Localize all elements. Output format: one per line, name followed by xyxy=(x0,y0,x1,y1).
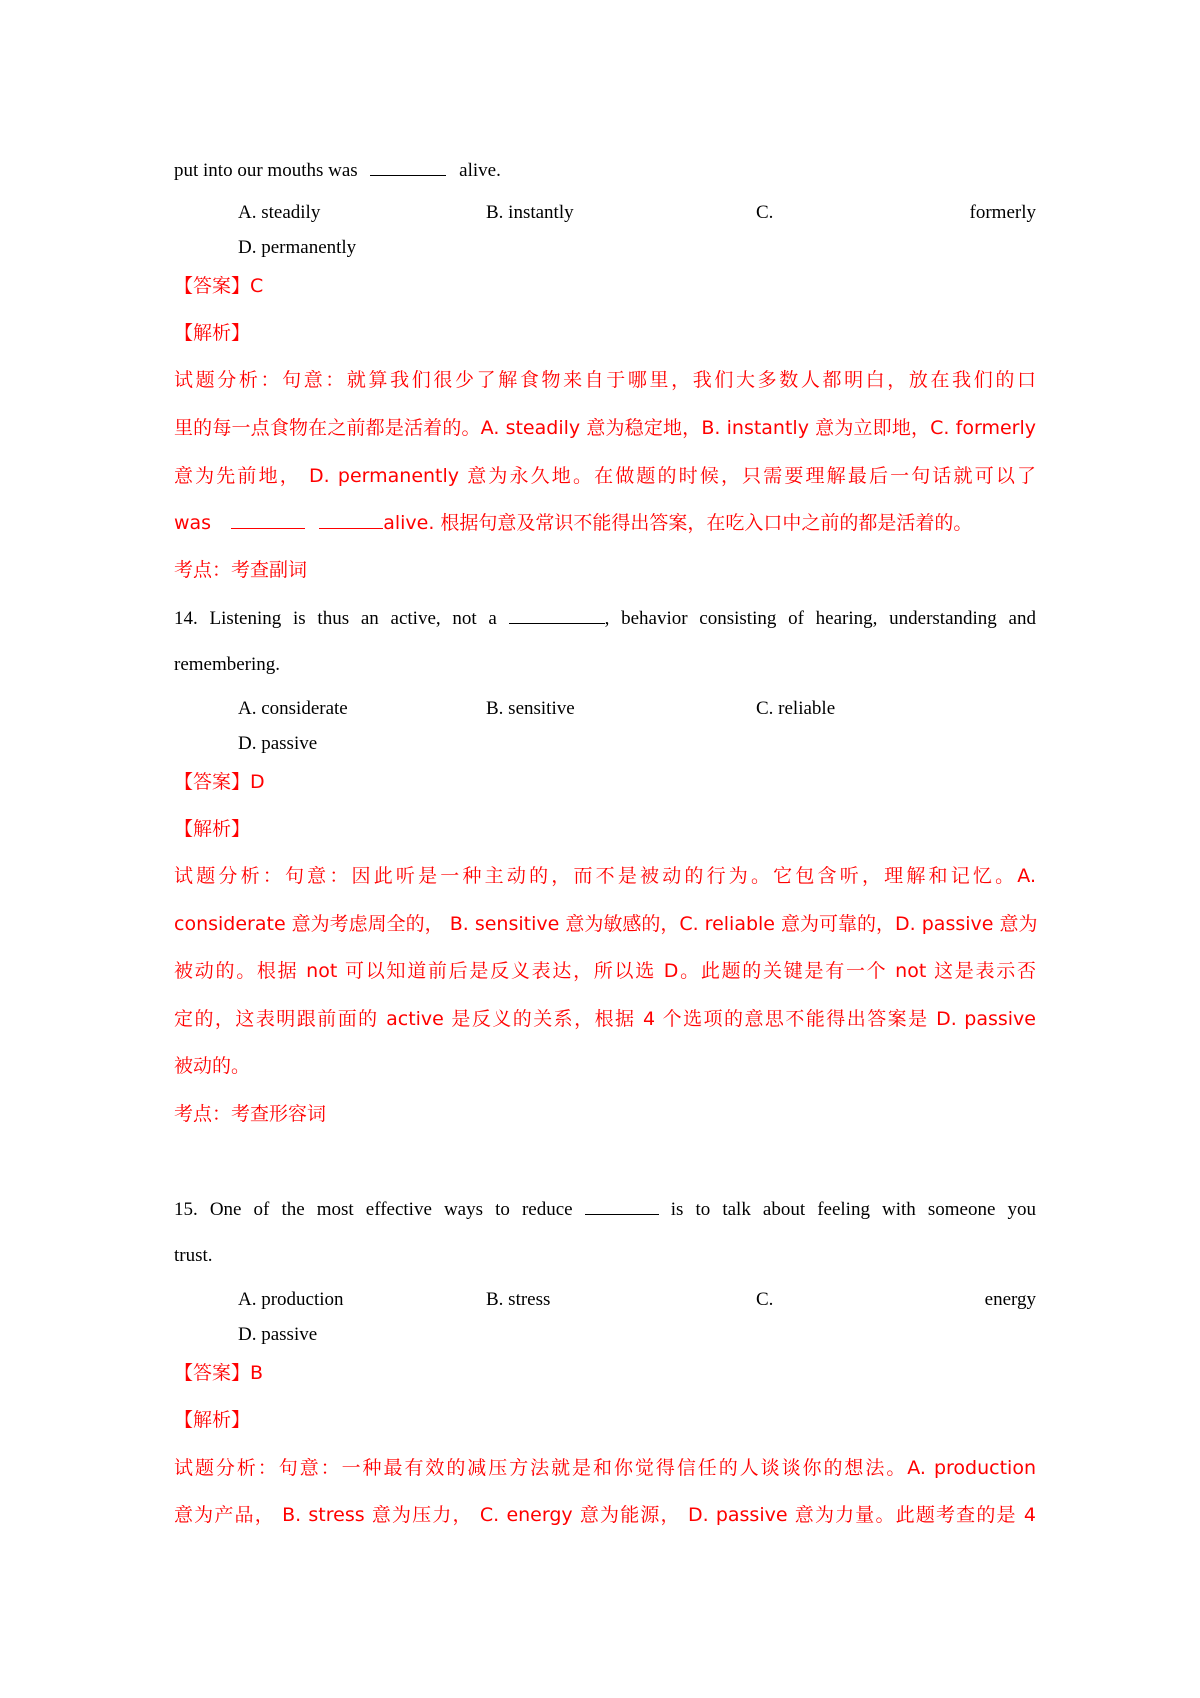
q15-analysis-line-2: 意为产品， B. stress 意为压力， C. energy 意为能源， D. passive 意为力量。此题考查的是 4 xyxy=(174,1504,1036,1526)
q14-option-a: A. considerate xyxy=(238,698,348,719)
q14-stem-pre: 14. Listening is thus an active, not a xyxy=(174,608,497,629)
answer-value: D xyxy=(250,771,265,793)
q15-option-b: B. stress xyxy=(486,1289,551,1310)
q13-stem-line xyxy=(174,157,1036,184)
q15-analysis-label: 【解析】 xyxy=(174,1409,251,1431)
q15-stem-line-1 xyxy=(174,1196,1036,1223)
q14-analysis-line-4: 定的，这表明跟前面的 active 是反义的关系，根据 4 个选项的意思不能得出答案是 D. passive xyxy=(174,1008,1036,1030)
q15-number: 15. xyxy=(174,1199,198,1220)
q13-analysis-line-4 xyxy=(174,510,1036,536)
q14-analysis-line-2: considerate 意为考虑周全的， B. sensitive 意为敏感的，C. reliable 意为可靠的，D. passive 意为 xyxy=(174,913,1038,935)
q15-answer xyxy=(174,1360,1036,1386)
q13-analysis-line-3: 意为先前地， D. permanently 意为永久地。在做题的时候，只需要理解最后一句话就可以了 xyxy=(174,465,1036,487)
q14-answer xyxy=(174,769,1036,795)
q15-option-d: D. passive xyxy=(238,1324,318,1345)
answer-value: B xyxy=(250,1362,264,1384)
q15-option-a: A. production xyxy=(238,1289,344,1310)
q13-analysis-line-2: 里的每一点食物在之前都是活着的。A. steadily 意为稳定地，B. instantly 意为立即地，C. formerly xyxy=(174,417,1036,439)
answer-value: C xyxy=(250,275,264,297)
q14-stem-line-2: remembering. xyxy=(174,654,281,675)
q14-analysis-line-5: 被动的。 xyxy=(174,1055,251,1077)
q14-analysis-line-3: 被动的。根据 not 可以知道前后是反义表达，所以选 D。此题的关键是有一个 not 这是表示否 xyxy=(174,960,1036,982)
q13-option-c-prefix: C. xyxy=(756,202,774,223)
q15-analysis-line-1: 试题分析：句意：一种最有效的减压方法就是和你觉得信任的人谈谈你的想法。A. production xyxy=(174,1457,1036,1479)
analysis-blank-1 xyxy=(231,510,305,529)
q13-option-a: A. steadily xyxy=(238,202,321,223)
q13-stem-after: alive. xyxy=(459,160,501,181)
q15-option-c-prefix: C. xyxy=(756,1289,774,1310)
analysis-post: alive. 根据句意及常识不能得出答案，在吃入口中之前的都是活着的。 xyxy=(383,512,973,534)
q15-stem-line-2: trust. xyxy=(174,1245,213,1266)
q14-blank xyxy=(509,605,605,624)
q13-option-c-word: formerly xyxy=(969,202,1036,223)
q13-blank xyxy=(370,157,446,176)
q13-keypoint: 考点：考查副词 xyxy=(174,559,308,581)
analysis-pre: was xyxy=(174,512,212,534)
q15-option-c-word: energy xyxy=(984,1289,1036,1310)
q14-option-d: D. passive xyxy=(238,733,318,754)
answer-label: 【答案】 xyxy=(174,275,251,297)
q14-keypoint: 考点：考查形容词 xyxy=(174,1103,327,1125)
analysis-blank-2 xyxy=(319,510,383,529)
q13-analysis-label: 【解析】 xyxy=(174,322,251,344)
q15-blank xyxy=(585,1196,659,1215)
q14-option-c: C. reliable xyxy=(756,698,836,719)
q15-stem-post: is to talk about feeling with someone you xyxy=(670,1199,1036,1220)
q14-analysis-label: 【解析】 xyxy=(174,818,251,840)
q14-option-b: B. sensitive xyxy=(486,698,575,719)
answer-label: 【答案】 xyxy=(174,1362,251,1384)
answer-label: 【答案】 xyxy=(174,771,251,793)
q15-stem-pre: One of the most effective ways to reduce xyxy=(209,1199,573,1220)
q14-analysis-line-1: 试题分析：句意：因此听是一种主动的，而不是被动的行为。它包含听，理解和记忆。A. xyxy=(174,865,1036,887)
q13-analysis-line-1: 试题分析：句意：就算我们很少了解食物来自于哪里，我们大多数人都明白，放在我们的口 xyxy=(174,369,1036,391)
q13-option-b: B. instantly xyxy=(486,202,574,223)
q13-answer xyxy=(174,273,1036,299)
q14-stem-post: , behavior consisting of hearing, understanding and xyxy=(604,608,1036,629)
q13-stem-before: put into our mouths was xyxy=(174,160,358,181)
q13-option-d: D. permanently xyxy=(238,237,357,258)
q14-stem-line-1 xyxy=(174,605,1036,632)
